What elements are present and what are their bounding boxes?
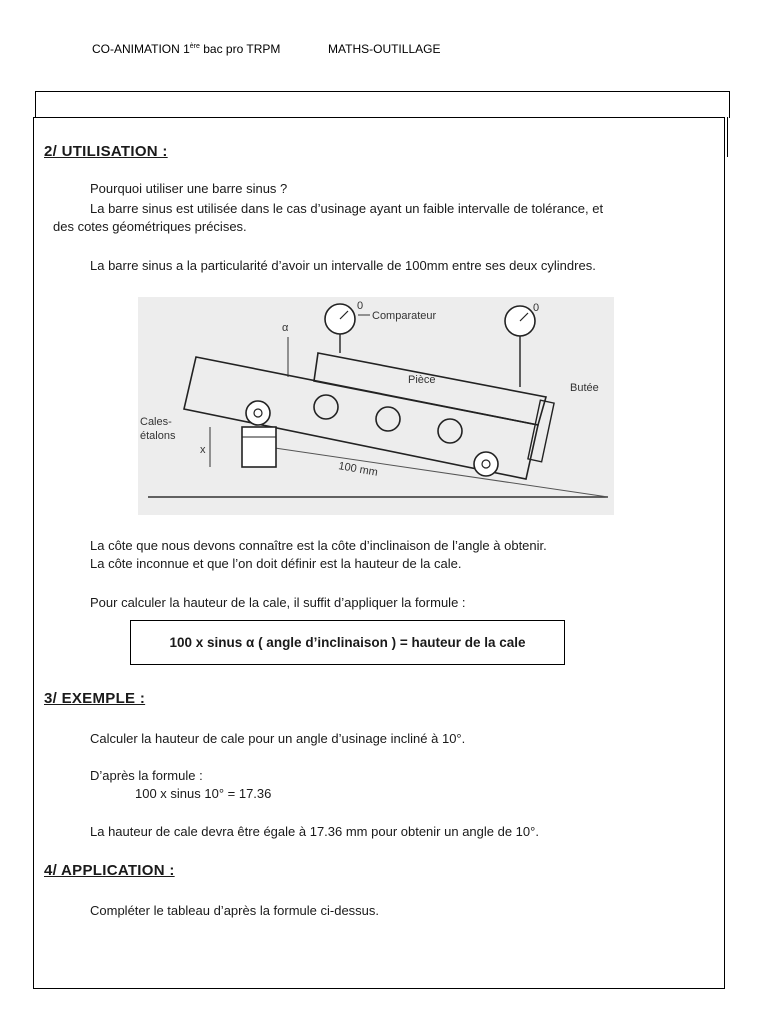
section-2-title: 2/ UTILISATION : [44,143,168,160]
inclined-reference [268,447,608,497]
particularity-text: La barre sinus a la particularité d’avoir un intervalle de 100mm entre ses deux cylindres. [90,258,596,273]
label-100mm: 100 mm [337,460,379,479]
section-4-title: 4/ APPLICATION : [44,862,175,879]
label-cales-line2: étalons [140,430,176,442]
top-frame [35,91,730,118]
header-right: MATHS-OUTILLAGE [328,42,441,56]
application-instruction: Compléter le tableau d’après la formule ci-dessus. [90,903,380,918]
label-butee: Butée [570,382,599,394]
answer-line-2: des cotes géométriques précises. [53,219,247,234]
right-cylinder [474,452,498,476]
formula-box [130,620,565,665]
formula-text: 100 x sinus α ( angle d’inclinaison ) = hauteur de la cale [169,635,526,650]
example-question: Calculer la hauteur de cale pour un angle d’usinage incliné à 10°. [90,731,466,746]
unknown-dimension-text: La côte inconnue et que l’on doit définir est la hauteur de la cale. [90,556,462,571]
example-calculation: 100 x sinus 10° = 17.36 [135,786,272,801]
workpiece [314,353,546,425]
label-comparateur: Comparateur [372,310,437,322]
header-left: CO-ANIMATION 1ère bac pro TRPM [92,42,281,56]
hole-3 [438,419,462,443]
known-dimension-text: La côte que nous devons connaître est la côte d’inclinaison de l’angle à obtenir. [90,538,547,553]
frame-edge [727,117,728,157]
dial-zero-left: 0 [357,300,364,312]
gauge-blocks [242,427,276,467]
label-cales-line1: Cales- [140,416,172,428]
dial-zero-right: 0 [533,302,540,314]
answer-line-1: La barre sinus est utilisée dans le cas d’usinage ayant un faible intervalle de tolérance, et [90,201,604,216]
dim-x-label: x [200,444,206,456]
sine-bar-diagram [138,297,614,515]
section-3-title: 3/ EXEMPLE : [44,690,146,707]
label-piece: Pièce [408,374,436,386]
question-text: Pourquoi utiliser une barre sinus ? [90,181,288,196]
left-cylinder [246,401,270,425]
hole-2 [376,407,400,431]
label-alpha: α [282,322,289,334]
sine-bar-drawing [138,297,614,515]
hole-1 [314,395,338,419]
example-result: La hauteur de cale devra être égale à 17.36 mm pour obtenir un angle de 10°. [90,824,539,839]
formula-intro: Pour calculer la hauteur de la cale, il suffit d’appliquer la formule : [90,595,466,610]
formula-reference: D’après la formule : [90,768,203,783]
